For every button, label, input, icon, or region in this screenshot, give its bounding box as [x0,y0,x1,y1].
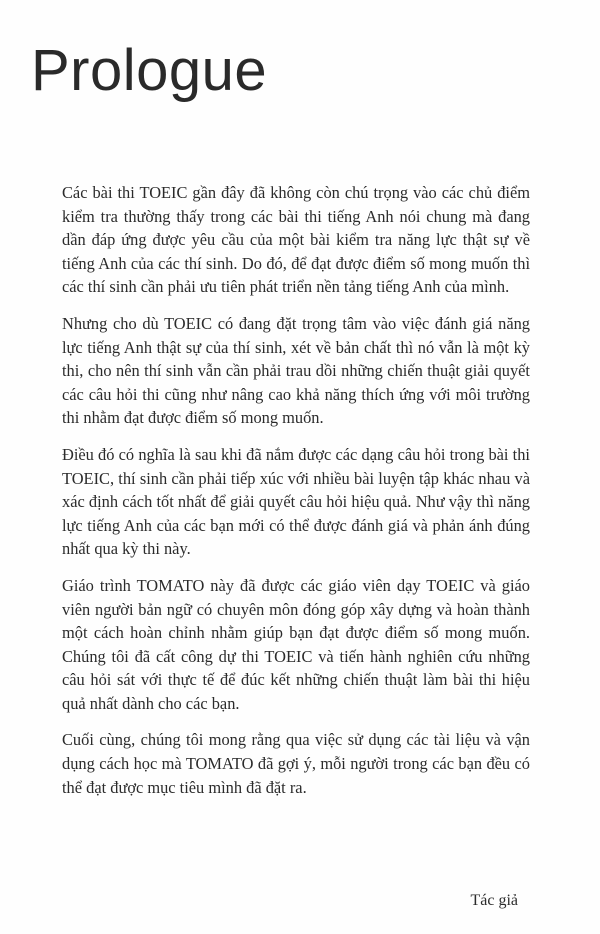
paragraph: Các bài thi TOEIC gần đây đã không còn chú trọng vào các chủ điểm kiểm tra thường thấy trong các bài thi tiếng Anh nói chung mà đang dần đáp ứng được yêu cầu của một bài kiểm tra năng lực thật sự về tiếng Anh của các thí sinh. Do đó, để đạt được điểm số mong muốn thì các thí sinh cần phải ưu tiên phát triển nền tảng tiếng Anh của mình. [62,183,530,297]
paragraph: Cuối cùng, chúng tôi mong rằng qua việc sử dụng các tài liệu và vận dụng cách học mà TOMATO đã gợi ý, mỗi người trong các bạn đều có thể đạt được mục tiêu mình đã đặt ra. [62,730,530,797]
page-title: Prologue [31,38,268,103]
author-signature: Tác giả [470,892,518,909]
paragraph: Nhưng cho dù TOEIC có đang đặt trọng tâm vào việc đánh giá năng lực tiếng Anh thật sự của thí sinh, xét về bản chất thì nó vẫn là một kỳ thi, cho nên thí sinh vẫn cần phải trau dồi những chiến thuật giải quyết các câu hỏi thi cũng như nâng cao khả năng thích ứng với môi trường thi nhằm đạt được điểm số mong muốn. [62,313,530,428]
paragraph: Điều đó có nghĩa là sau khi đã nắm được các dạng câu hỏi trong bài thi TOEIC, thí sinh cần phải tiếp xúc với nhiều bài luyện tập khác nhau và xác định cách tốt nhất để giải quyết câu hỏi hiệu quả. Như vậy thì năng lực tiếng Anh của các bạn mới có thể được đánh giá và phản ánh đúng nhất qua kỳ thi này. [62,444,530,559]
paragraph: Giáo trình TOMATO này đã được các giáo viên dạy TOEIC và giáo viên người bản ngữ có chuyên môn đóng góp xây dựng và hoàn thành một cách hoàn chỉnh nhằm giúp bạn đạt được điểm số mong muốn. Chúng tôi đã cất công dự thi TOEIC và tiến hành nghiên cứu những câu hỏi sát với thực tế để đúc kết những chiến thuật làm bài thi hiệu quả nhất dành cho các bạn. [62,575,530,713]
prologue-body [62,181,530,812]
